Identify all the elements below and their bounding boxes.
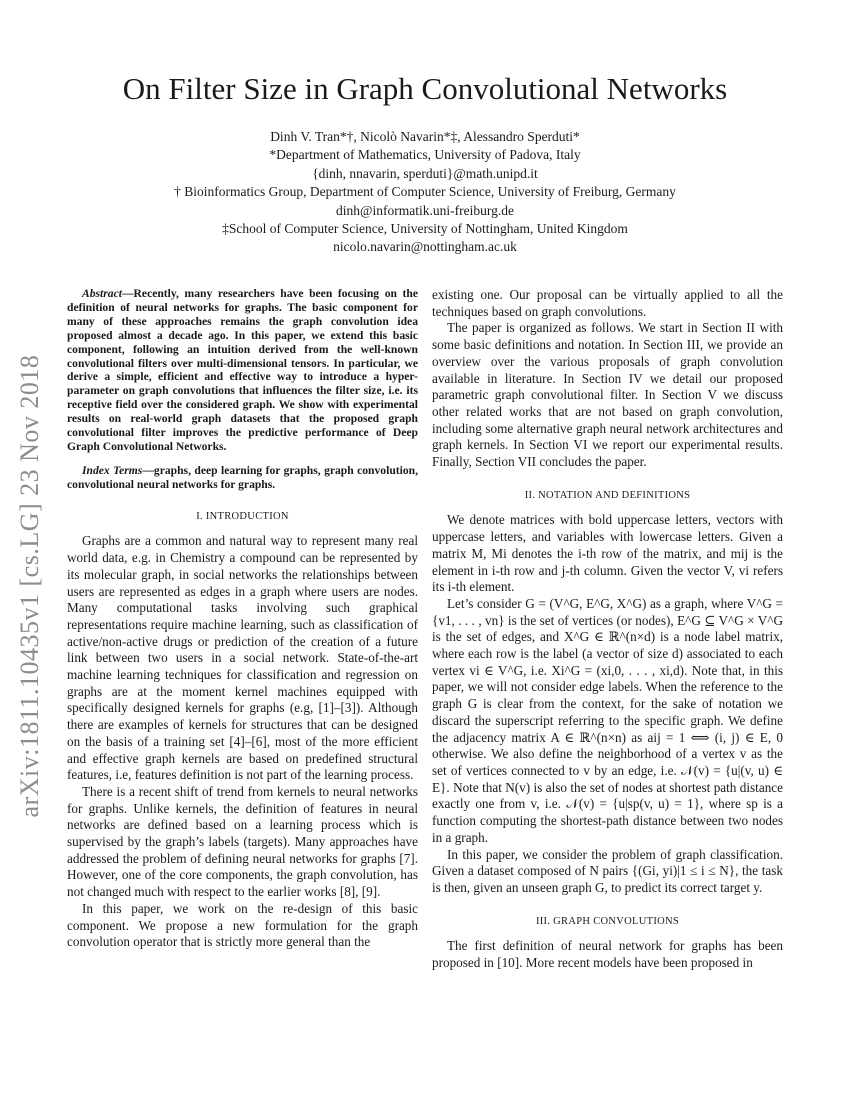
notation-paragraph-1: We denote matrices with bold uppercase letters, vectors with uppercase letters, and variables with lowercase letters. Given a matrix M, Mi denotes the i-th row of the matrix, and mij is the element in i-th row and j-th column. Given the vector V, vi refers its i-th element. — [432, 512, 783, 595]
author-names: Dinh V. Tran*†, Nicolò Navarin*‡, Alessandro Sperduti* — [270, 129, 580, 144]
notation-paragraph-3: In this paper, we consider the problem of graph classification. Given a dataset composed of N pairs {(Gi, yi)|1 ≤ i ≤ N}, the task is then, given an unseen graph G, to predict its correct target y. — [432, 846, 783, 895]
notation-paragraph-2: Let’s consider G = (V^G, E^G, X^G) as a graph, where V^G = {v1, . . . , vn} is the set of vertices (or nodes), E^G ⊆ V^G × V^G is the set of edges, and X^G ∈ ℝ^(n×d) is a node label matrix, where each row is the label (a vector of size d) associated to each vertex vi ∈ V^G, i.e. Xi^G = (xi,0, . . . , xi,d). Note that, in this paper, we will not consider edge labels. When the reference to the graph G is clear from the context, for the sake of notation we discard the superscript referring to the specific graph. We define the adjacency matrix A ∈ ℝ^(n×n) as aij = 1 ⟺ (i, j) ∈ E, 0 otherwise. We also define the neighborhood of a vertex v as the set of vertices connected to v by an edge, i.e. 𝒩(v) = {u|(v, u) ∈ E}. Note that N(v) is also the set of nodes at shortest path distance exactly one from v, i.e. 𝒩(v) = {u|sp(v, u) = 1}, where sp is a function computing the shortest-path distance between two nodes in a graph. — [432, 595, 783, 845]
email-padova: {dinh, nnavarin, sperduti}@math.unipd.it — [312, 165, 538, 181]
intro-paragraph-2: There is a recent shift of trend from kernels to neural networks for graphs. Unlike kernels, the definition of features in neural networks are defined based on a learning process which is supervised by the graph’s labels (targets). Many approaches have addressed the problem of defining neural networks for graphs [7]. However, one of the core components, the graph convolution, has not changed much with respect to the earlier works [8], [9]. — [67, 783, 418, 900]
left-column — [67, 287, 418, 951]
right-column — [432, 287, 783, 972]
graphconv-paragraph-1: The first definition of neural network for graphs has been proposed in [10]. More recent models have been proposed in — [432, 938, 783, 971]
abstract-text: —Recently, many researchers have been focusing on the definition of neural networks for graphs. The basic component for many of these approaches remains the graph convolution idea proposed almost a decade ago. In this paper, we extend this basic component, following an intuition derived from the well-known convolutional filters over multi-dimensional tensors. In particular, we derive a simple, efficient and effective way to introduce a hyper-parameter on graph convolutions that influences the filter size, i.e. its receptive field over the considered graph. We show with experimental results on real-world graph datasets that the proposed graph convolutional filter improves the predictive performance of Deep Graph Convolutional Networks. — [67, 287, 418, 453]
section-heading-introduction: I. INTRODUCTION — [196, 510, 289, 522]
abstract-label: Abstract — [82, 287, 122, 300]
section-heading-notation: II. NOTATION AND DEFINITIONS — [524, 489, 691, 501]
intro-paragraph-3: In this paper, we work on the re-design of this basic component. We propose a new formulation for the graph convolution operator that is strictly more general than the — [67, 900, 418, 950]
email-nottingham: nicolo.navarin@nottingham.ac.uk — [333, 239, 517, 255]
email-freiburg: dinh@informatik.uni-freiburg.de — [336, 202, 514, 218]
affiliation-nottingham: ‡School of Computer Science, University of Nottingham, United Kingdom — [222, 221, 628, 237]
author-block — [0, 128, 850, 257]
index-terms-label: Index Terms — [82, 463, 143, 477]
affiliation-freiburg: † Bioinformatics Group, Department of Computer Science, University of Freiburg, Germany — [174, 184, 676, 200]
intro-paragraph-3-continued: existing one. Our proposal can be virtually applied to all the techniques based on graph convolutions. — [432, 287, 783, 319]
arxiv-stamp-text: arXiv:1811.10435v1 [cs.LG] 23 Nov 2018 — [15, 354, 44, 818]
intro-paragraph-1: Graphs are a common and natural way to represent many real world data, e.g. in Chemistry a compound can be represented by its molecular graph, in social networks the relationships between users are represented as edges in a graph where users are nodes. Many computational tasks involving such graphical representations require machine learning, such as classification of active/non-active drugs or prediction of the creation of a future link between two users in a social network. State-of-the-art machine learning techniques for classification and regression on graphs are at the moment kernel machines equipped with specifically designed kernels for graphs (e.g, [1]–[3]). Although there are examples of kernels for structures that can be designed on the basis of a training set [4]–[6], most of the more efficient and effective graph kernels are based on predefined structural features, i.e, features definition is not part of the learning process. — [67, 533, 418, 783]
paper-title: On Filter Size in Graph Convolutional Networks — [122, 71, 728, 106]
index-terms — [67, 464, 418, 492]
index-terms-text: —graphs, deep learning for graphs, graph convolution, convolutional neural networks for graphs. — [67, 463, 418, 491]
affiliation-padova: *Department of Mathematics, University of Padova, Italy — [269, 147, 581, 163]
abstract — [67, 287, 418, 454]
intro-paragraph-4: The paper is organized as follows. We start in Section II with some basic definitions and notation. In Section III, we provide an overview over the various proposals of graph convolution available in literature. In Section IV we detail our proposed parametric graph convolutional filter. In Section V we discuss other related works that are not based on graph convolution, including some alternative graph neural network architectures and graph kernels. In Section VI we report our experimental results. Finally, Section VII concludes the paper. — [432, 320, 783, 470]
section-heading-graph-convolutions: III. GRAPH CONVOLUTIONS — [535, 915, 680, 927]
